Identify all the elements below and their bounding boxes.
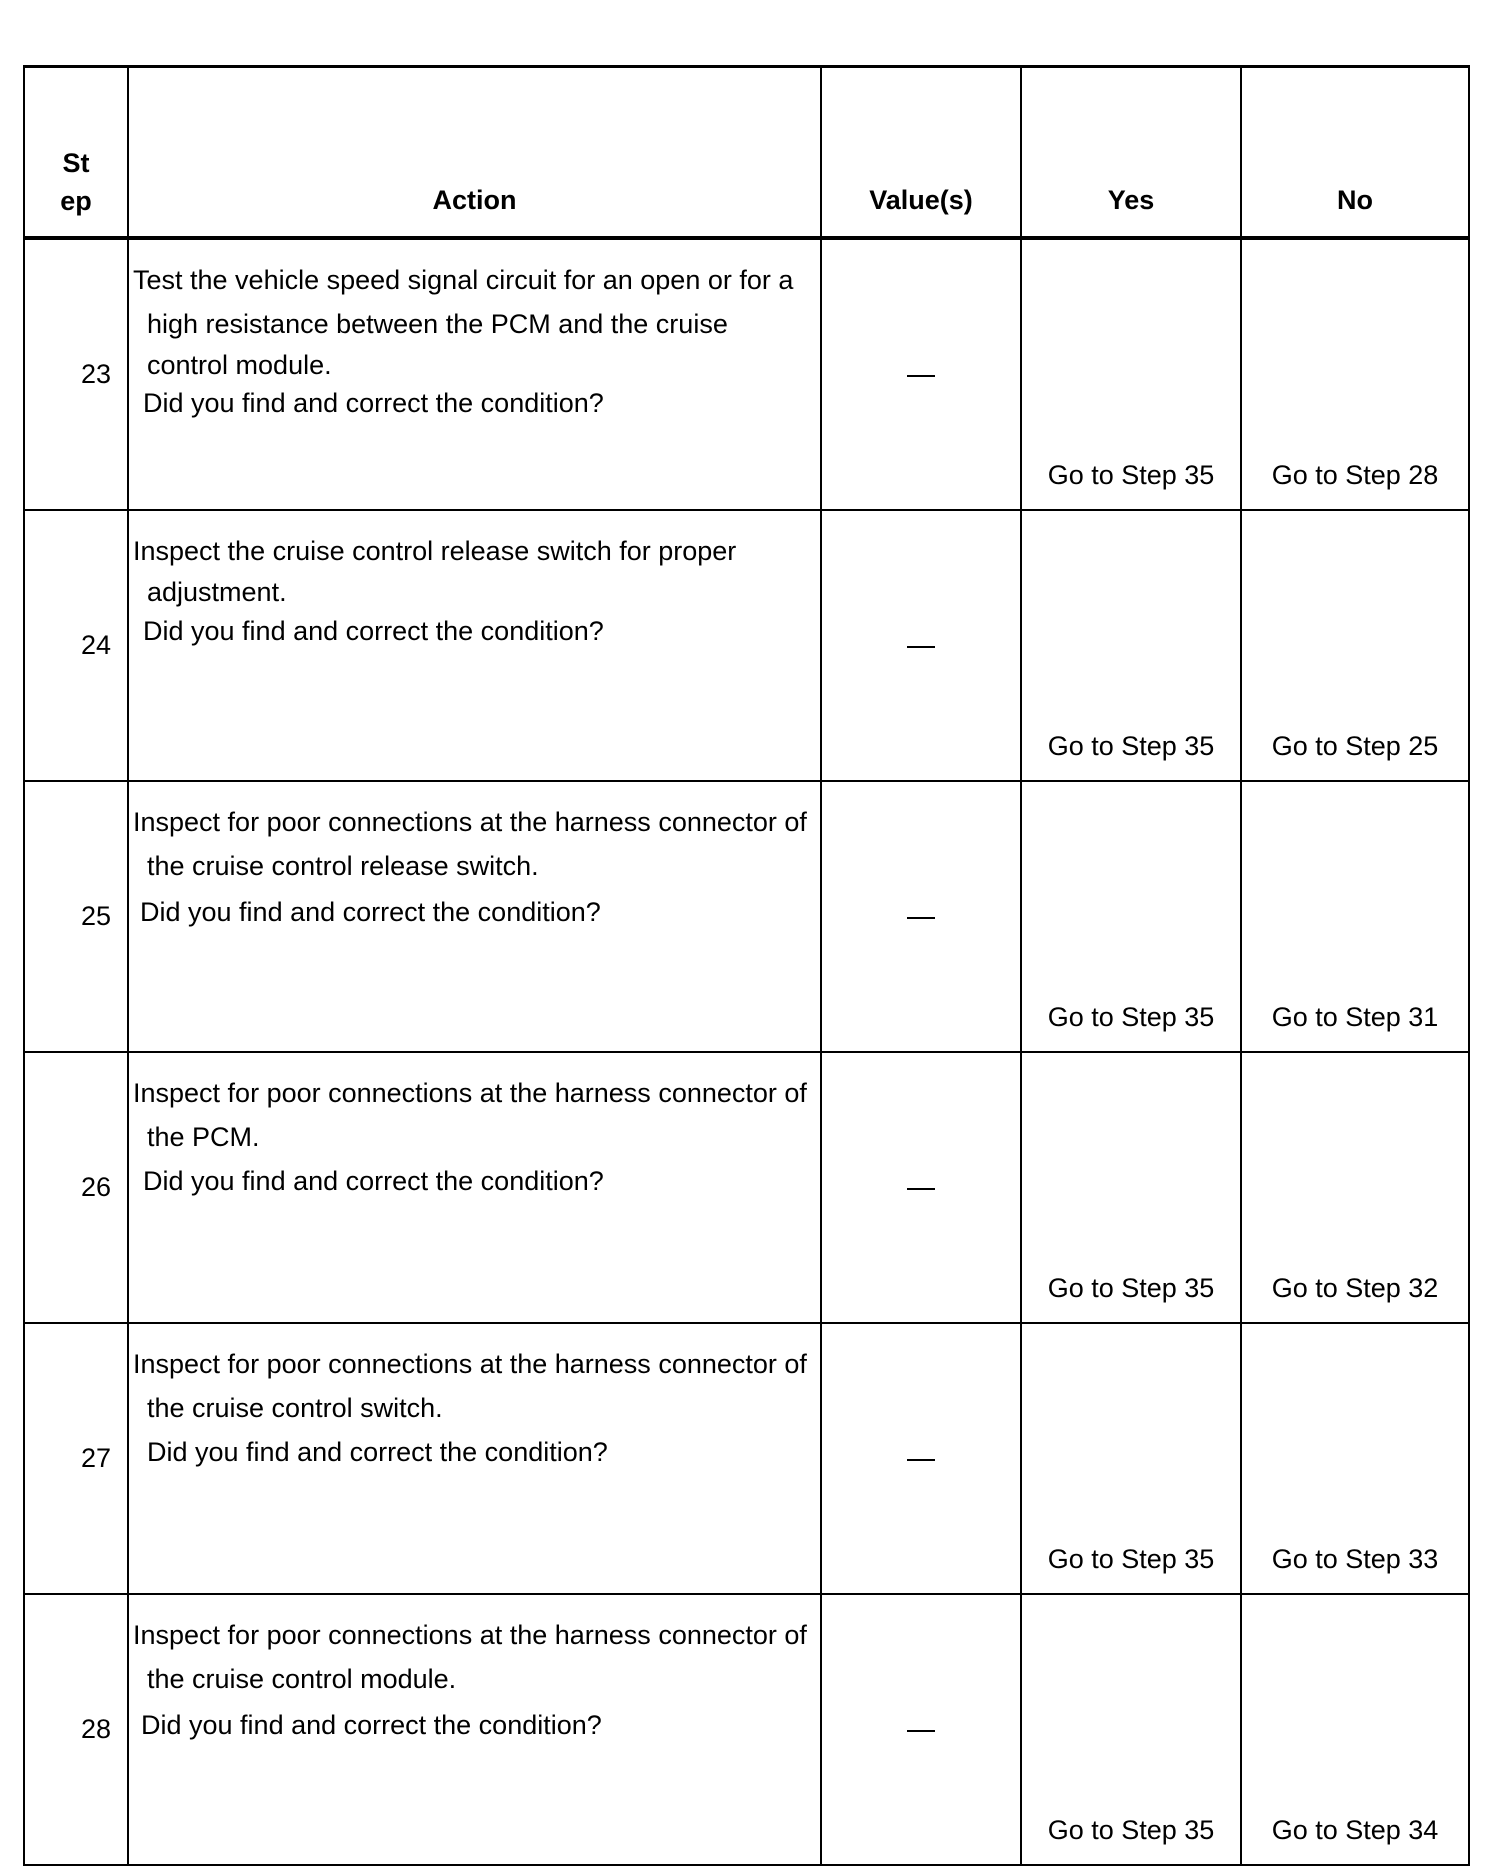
no-action: Go to Step 25 bbox=[1241, 510, 1469, 781]
action-question: Did you find and correct the condition? bbox=[143, 388, 604, 418]
em-dash-value bbox=[907, 917, 935, 919]
action-cell bbox=[128, 1594, 821, 1865]
no-action: Go to Step 34 bbox=[1241, 1594, 1469, 1865]
action-question: Did you find and correct the condition? bbox=[140, 897, 601, 927]
action-cell bbox=[128, 238, 821, 510]
action-cell bbox=[128, 510, 821, 781]
action-line: Inspect for poor connections at the harness connector of bbox=[133, 807, 807, 837]
action-line: Inspect for poor connections at the harness connector of bbox=[133, 1349, 807, 1379]
yes-action: Go to Step 35 bbox=[1021, 1052, 1241, 1323]
value-cell bbox=[821, 1052, 1021, 1323]
em-dash-value bbox=[907, 1459, 935, 1461]
em-dash-value bbox=[907, 646, 935, 648]
action-line: Inspect for poor connections at the harness connector of bbox=[133, 1078, 807, 1108]
table-row bbox=[24, 781, 1469, 1052]
action-cell bbox=[128, 1052, 821, 1323]
action-question: Did you find and correct the condition? bbox=[143, 1166, 604, 1196]
value-cell bbox=[821, 1594, 1021, 1865]
yes-action: Go to Step 35 bbox=[1021, 1594, 1241, 1865]
action-question: Did you find and correct the condition? bbox=[143, 616, 604, 646]
em-dash-value bbox=[907, 1188, 935, 1190]
action-line: Test the vehicle speed signal circuit for an open or for a bbox=[133, 265, 794, 295]
yes-action: Go to Step 35 bbox=[1021, 1323, 1241, 1594]
action-question: Did you find and correct the condition? bbox=[147, 1437, 608, 1467]
action-line: Inspect the cruise control release switch for proper bbox=[133, 536, 737, 566]
table-header-row bbox=[24, 67, 1469, 239]
action-line: high resistance between the PCM and the cruise bbox=[147, 309, 728, 339]
yes-action: Go to Step 35 bbox=[1021, 510, 1241, 781]
action-line: the PCM. bbox=[147, 1122, 260, 1152]
action-line: the cruise control switch. bbox=[147, 1393, 443, 1423]
no-action: Go to Step 32 bbox=[1241, 1052, 1469, 1323]
action-question: Did you find and correct the condition? bbox=[141, 1710, 602, 1740]
no-action: Go to Step 31 bbox=[1241, 781, 1469, 1052]
no-action: Go to Step 28 bbox=[1241, 238, 1469, 510]
step-number: 24 bbox=[24, 510, 128, 781]
action-cell bbox=[128, 781, 821, 1052]
em-dash-value bbox=[907, 375, 935, 377]
table-row bbox=[24, 1594, 1469, 1865]
header-value: Value(s) bbox=[821, 67, 1021, 239]
diagnostic-table-container bbox=[23, 65, 1468, 1866]
action-line: adjustment. bbox=[147, 577, 287, 607]
value-cell bbox=[821, 1323, 1021, 1594]
header-yes: Yes bbox=[1021, 67, 1241, 239]
table-row bbox=[24, 238, 1469, 510]
header-step-line: St bbox=[62, 148, 90, 178]
value-cell bbox=[821, 238, 1021, 510]
header-action: Action bbox=[128, 67, 821, 239]
yes-action: Go to Step 35 bbox=[1021, 781, 1241, 1052]
step-number: 28 bbox=[24, 1594, 128, 1865]
diagnostic-steps-table bbox=[23, 65, 1470, 1866]
value-cell bbox=[821, 510, 1021, 781]
yes-action: Go to Step 35 bbox=[1021, 238, 1241, 510]
step-number: 26 bbox=[24, 1052, 128, 1323]
step-number: 23 bbox=[24, 238, 128, 510]
header-step-line: ep bbox=[60, 186, 92, 216]
step-number: 27 bbox=[24, 1323, 128, 1594]
step-number: 25 bbox=[24, 781, 128, 1052]
header-no: No bbox=[1241, 67, 1469, 239]
action-line: the cruise control release switch. bbox=[147, 851, 539, 881]
value-cell bbox=[821, 781, 1021, 1052]
no-action: Go to Step 33 bbox=[1241, 1323, 1469, 1594]
action-line: Inspect for poor connections at the harness connector of bbox=[133, 1620, 807, 1650]
table-row bbox=[24, 1323, 1469, 1594]
action-line: control module. bbox=[147, 350, 332, 380]
table-row bbox=[24, 1052, 1469, 1323]
header-step bbox=[24, 67, 128, 239]
table-row bbox=[24, 510, 1469, 781]
em-dash-value bbox=[907, 1730, 935, 1732]
action-cell bbox=[128, 1323, 821, 1594]
action-line: the cruise control module. bbox=[147, 1664, 457, 1694]
